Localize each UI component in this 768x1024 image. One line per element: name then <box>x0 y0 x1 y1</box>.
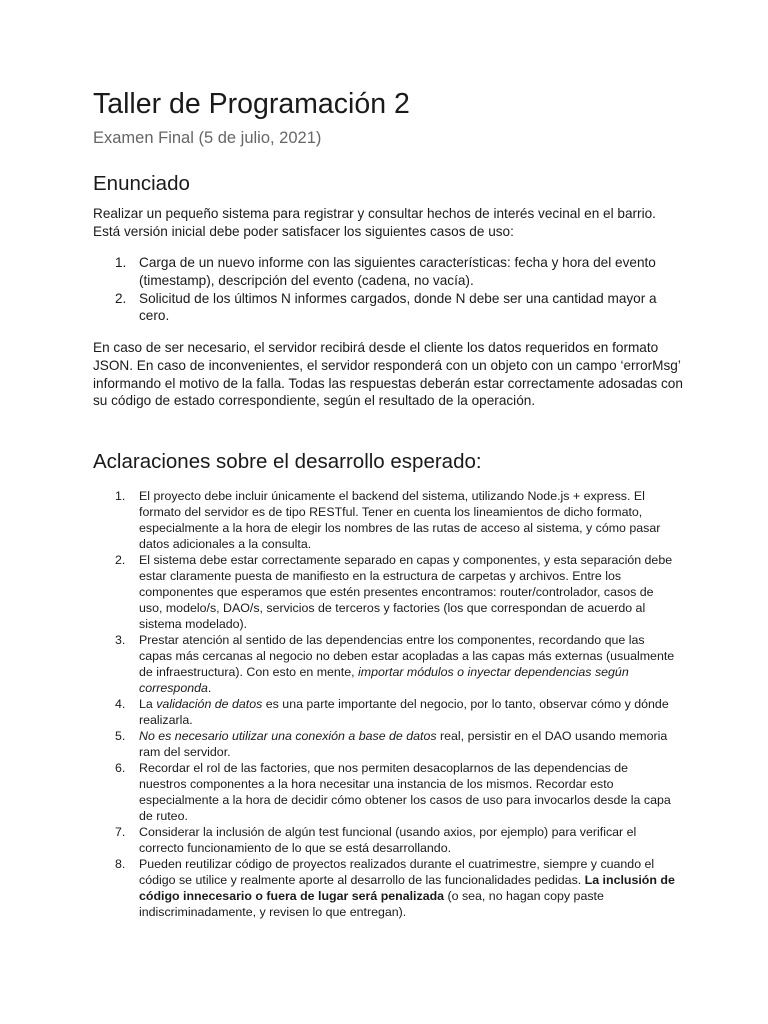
emphasis-text: importar módulos o inyectar dependencias según corresponda <box>139 665 629 695</box>
list-item <box>93 696 677 728</box>
server-behavior-paragraph: En caso de ser necesario, el servidor recibirá desde el cliente los datos requeridos en formato JSON. En caso de inconvenientes, el servidor responderá con un objeto con un campo ‘errorMsg’ informando el motivo de la falla. Todas las respuestas deberán estar correctamente adosadas con su código de estado correspondiente, según el resultado de la operación. <box>93 340 683 409</box>
list-item <box>93 254 677 290</box>
clarifications-list <box>93 488 677 920</box>
list-item <box>93 632 677 696</box>
section-heading-aclaraciones: Aclaraciones sobre el desarrollo esperado: <box>93 450 482 473</box>
intro-paragraph: Realizar un pequeño sistema para registrar y consultar hechos de interés vecinal en el barrio. Está versión inicial debe poder satisfacer los siguientes casos de uso: <box>93 206 656 239</box>
list-item-text: Prestar atención al sentido de las dependencias entre los componentes, recordando que las capas más cercanas al negocio no deben estar acopladas a las capas más externas (usualmente de infraestructura). Con esto en mente, <box>139 633 675 679</box>
emphasis-text: No es necesario utilizar una conexión a base de datos <box>139 729 437 743</box>
list-item-text: . <box>207 681 212 695</box>
document-subtitle: Examen Final (5 de julio, 2021) <box>93 129 322 147</box>
list-item <box>93 290 677 326</box>
list-item-text: El sistema debe estar correctamente separado en capas y componentes, y esta separación debe estar claramente puesta de manifiesto en la estructura de carpetas y archivos. Entre los componentes que esperamos que estén presentes encontramos: router/controlador, casos de uso, modelo/s, DAO/s, servicios de terceros y factories (los que correspondan de acuerdo al sistema modelado). <box>139 553 673 631</box>
list-number: 5. <box>115 729 126 743</box>
list-number: 2. <box>115 290 127 306</box>
list-item-text: Considerar la inclusión de algún test funcional (usando axios, por ejemplo) para verificar el correcto funcionamiento de lo que se está desarrollando. <box>139 825 637 855</box>
list-number: 1. <box>115 489 126 503</box>
list-item <box>93 824 677 856</box>
list-item-text: Solicitud de los últimos N informes cargados, donde N debe ser una cantidad mayor a cero. <box>139 290 657 324</box>
list-item <box>93 488 677 552</box>
list-item-text: (o sea, no hagan copy paste indiscriminadamente, y revisen lo que entregan). <box>139 889 604 919</box>
list-item-text: La <box>139 697 157 711</box>
list-item-text: real, persistir en el DAO usando memoria ram del servidor. <box>139 729 668 759</box>
list-item-text: Pueden reutilizar código de proyectos realizados durante el cuatrimestre, siempre y cuando el código se utilice y realmente aporte al desarrollo de las funcionalidades pedidas. <box>139 857 655 887</box>
list-item <box>93 856 677 920</box>
document-title: Taller de Programación 2 <box>93 88 410 120</box>
list-item <box>93 728 677 760</box>
list-item-text: Carga de un nuevo informe con las siguientes características: fecha y hora del evento (timestamp), descripción del evento (cadena, no vacía). <box>139 255 656 288</box>
emphasis-text: validación de datos <box>156 697 263 711</box>
list-number: 4. <box>115 697 126 711</box>
use-case-list <box>93 254 677 325</box>
list-item <box>93 760 677 824</box>
list-number: 8. <box>115 857 126 871</box>
list-item-text: El proyecto debe incluir únicamente el backend del sistema, utilizando Node.js + express. El formato del servidor es de tipo RESTful. Tener en cuenta los lineamientos de dicho formato, especialmente a la hora de elegir los nombres de las rutas de acceso al sistema, y cómo pasar datos adicionales a la consulta. <box>139 489 661 551</box>
list-number: 2. <box>115 553 126 567</box>
list-number: 1. <box>115 255 127 270</box>
list-number: 7. <box>115 825 126 839</box>
bold-warning-text: La inclusión de código innecesario o fuera de lugar será penalizada <box>139 873 675 903</box>
list-number: 6. <box>115 761 126 775</box>
list-item <box>93 552 677 632</box>
list-item-text: Recordar el rol de las factories, que nos permiten desacoplarnos de las dependencias de nuestros componentes a la hora necesitar una instancia de los mismos. Recordar esto especialmente a la hora de decidir cómo obtener los casos de uso para invocarlos desde la capa de ruteo. <box>139 761 671 823</box>
list-number: 3. <box>115 633 126 647</box>
section-heading-enunciado: Enunciado <box>93 172 190 195</box>
list-item-text: es una parte importante del negocio, por lo tanto, observar cómo y dónde realizarla. <box>139 697 669 727</box>
